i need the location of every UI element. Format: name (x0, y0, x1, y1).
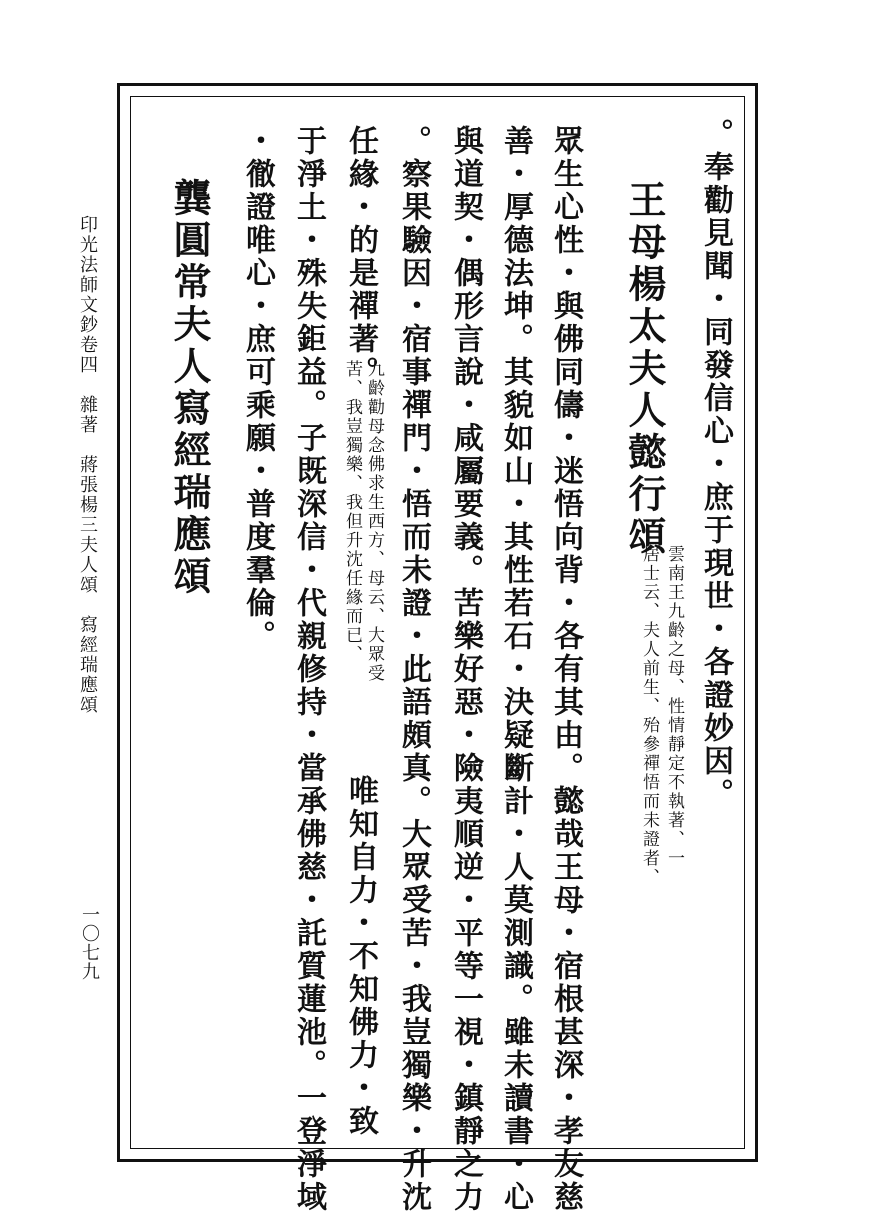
page-number: 一〇七九 (79, 905, 100, 981)
section-title: 龔圓常夫人寫經瑞應頌 (167, 178, 212, 598)
text-column: 任緣・的是禪著。 (343, 125, 378, 389)
title-note: 居士云、夫人前生、殆參禪悟而未證者、 (639, 545, 659, 887)
text-column: ・徹證唯心・庶可乘願・普度羣倫。 (240, 125, 275, 653)
text-column: 于淨土・殊失鉅益。子既深信・代親修持・當承佛慈・託質蓮池。一登淨域 (291, 125, 326, 1214)
text-column: 。奉勸見聞・同發信心・庶于現世・各證妙因。 (698, 118, 733, 811)
running-header: 印光法師文鈔卷四 雜著 蔣張楊三夫人頌 寫經瑞應頌 (77, 215, 98, 715)
title-note: 雲南王九齡之母、性情靜定不執著、一 (664, 545, 684, 868)
inline-note: 苦、我豈獨樂、我但升沈任緣而已、 (342, 360, 362, 664)
text-column: 。察果驗因・宿事禪門・悟而未證・此語頗真。大眾受苦・我豈獨樂・升沈 (396, 125, 431, 1214)
text-column: 善・厚德法坤。其貌如山・其性若石・決疑斷計・人莫測識。雖未讀書・心 (498, 125, 533, 1214)
text-column: 眾生心性・與佛同儔・迷悟向背・各有其由。懿哉王母・宿根甚深・孝友慈 (548, 125, 583, 1214)
text-column: 與道契・偶形言說・咸屬要義。苦樂好惡・險夷順逆・平等一視・鎮靜之力 (448, 125, 483, 1214)
section-title: 王母楊太夫人懿行頌 (622, 180, 667, 558)
inline-note: 九齡勸母念佛求生西方、母云、大眾受 (364, 360, 384, 683)
text-column: 唯知自力・不知佛力・致 (343, 775, 378, 1138)
